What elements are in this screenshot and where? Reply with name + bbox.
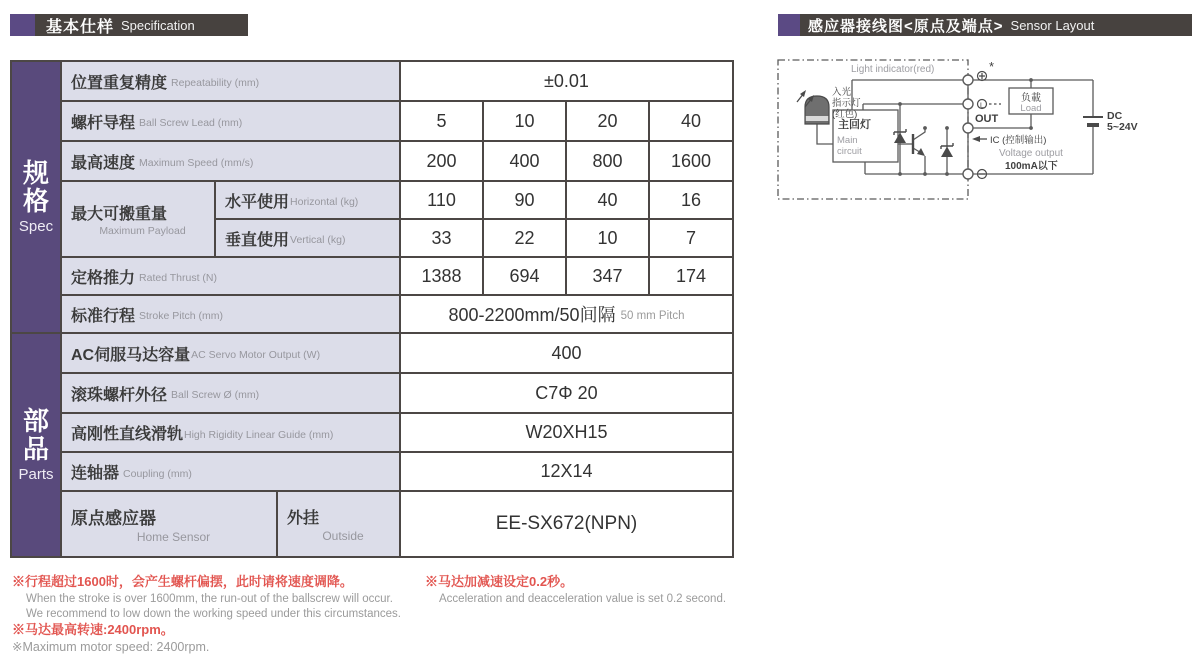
led-indicator-icon <box>797 90 829 124</box>
row-lead-value-0: 5 <box>401 102 482 140</box>
row-ballscrew-zh: 滚珠螺杆外径 <box>71 386 168 404</box>
row-thrust-value-3: 174 <box>650 258 732 294</box>
sidebar-spec-zh: 规格 <box>22 157 49 216</box>
spec-header-zh: 基本仕样 <box>46 18 115 36</box>
sidebar-spec-en: Spec <box>18 218 54 236</box>
spec-header-en: Specification <box>121 17 195 33</box>
notes-right <box>425 574 755 607</box>
spec-table <box>10 60 734 558</box>
note-motor-speed-zh: ※马达最高转速:2400rpm。 <box>12 621 174 637</box>
row-payload-vertical-zh: 垂直使用 <box>225 231 290 249</box>
transistor-icon <box>913 134 925 156</box>
terminal-star: * <box>989 59 995 74</box>
notes-left <box>12 574 417 655</box>
spec-accent-square <box>10 14 35 36</box>
row-servo-label <box>62 334 399 372</box>
voltage-output-label: Voltage output <box>999 148 1063 159</box>
led-label-1: 入光 <box>832 87 852 98</box>
row-speed-value-0: 200 <box>401 142 482 180</box>
sensor-header-bar <box>800 14 1192 36</box>
row-lead-value-3: 40 <box>650 102 732 140</box>
row-sensor-mount <box>278 492 399 556</box>
current-limit-label: 100mA以下 <box>1005 161 1058 172</box>
row-servo-en: AC Servo Motor Output (W) <box>191 349 321 361</box>
sidebar-parts-zh: 部品 <box>22 405 49 464</box>
row-sensor-zh: 原点感应器 <box>71 509 156 528</box>
row-lead-value-1: 10 <box>484 102 565 140</box>
dc-label-2: 5~24V <box>1107 121 1138 133</box>
row-repeatability-zh: 位置重复精度 <box>71 74 168 92</box>
row-lead-en: Ball Screw Lead (mm) <box>139 117 243 129</box>
led-label-2: 指示灯 <box>832 98 861 109</box>
note-motor-speed-en: ※Maximum motor speed: 2400rpm. <box>12 639 210 654</box>
ic-label: IC (控制输出) <box>990 135 1047 146</box>
row-payload-vertical-label <box>216 220 399 256</box>
row-repeatability-value: ±0.01 <box>401 62 732 100</box>
row-ballscrew-value: C7Φ 20 <box>401 374 732 412</box>
main-circuit-en-1: Main <box>837 135 858 146</box>
row-payload-horizontal-en: Horizontal (kg) <box>290 196 359 208</box>
ic-arrow-icon <box>972 136 987 142</box>
row-lead-value-2: 20 <box>567 102 648 140</box>
row-stroke-value-zh: 800-2200mm/50间隔 <box>448 305 616 325</box>
row-payload-en: Maximum Payload <box>99 225 186 237</box>
row-stroke-value <box>401 296 732 332</box>
battery-icon <box>1083 117 1103 125</box>
note-stroke-warning-en-2: We recommend to low down the working speed under this circumstances. <box>26 607 401 620</box>
note-stroke-warning-zh: ※行程超过1600时，会产生螺杆偏摆，此时请将速度调降。 <box>12 574 353 589</box>
row-payload-vertical-value-3: 7 <box>650 220 732 256</box>
row-repeatability-en: Repeatability (mm) <box>171 77 260 89</box>
row-coupling-zh: 连轴器 <box>71 465 120 482</box>
sensor-header-en: Sensor Layout <box>1010 17 1095 33</box>
row-repeatability-label <box>62 62 399 100</box>
row-thrust-value-1: 694 <box>484 258 565 294</box>
row-payload-horizontal-value-3: 16 <box>650 182 732 218</box>
row-coupling-en: Coupling (mm) <box>123 467 192 480</box>
row-sensor-label <box>62 492 276 556</box>
row-thrust-value-0: 1388 <box>401 258 482 294</box>
main-circuit-en-2: circuit <box>837 146 862 157</box>
load-en: Load <box>1020 103 1042 114</box>
terminal-out-label: OUT <box>975 113 999 125</box>
row-payload-zh: 最大可搬重量 <box>71 206 168 223</box>
light-indicator-label: Light indicator(red) <box>851 64 935 75</box>
row-sensor-mount-zh: 外挂 <box>287 510 320 527</box>
row-payload-horizontal-value-0: 110 <box>401 182 482 218</box>
row-speed-value-3: 1600 <box>650 142 732 180</box>
sensor-header-zh: 感应器接线图<原点及端点> <box>808 17 1004 35</box>
row-servo-value: 400 <box>401 334 732 372</box>
row-speed-value-1: 400 <box>484 142 565 180</box>
row-payload-vertical-en: Vertical (kg) <box>290 234 346 246</box>
note-stroke-warning-en-1: When the stroke is over 1600mm, the run-out of the ballscrew will occur. <box>26 592 393 605</box>
sensor-wiring-svg <box>775 52 1195 210</box>
row-stroke-en: Stroke Pitch (mm) <box>139 310 224 322</box>
spec-header-bar <box>35 14 248 36</box>
row-thrust-zh: 定格推力 <box>71 269 136 287</box>
sidebar-parts <box>12 334 60 556</box>
row-sensor-en: Home Sensor <box>136 530 211 544</box>
row-thrust-value-2: 347 <box>567 258 648 294</box>
row-payload-horizontal-label <box>216 182 399 218</box>
row-payload-horizontal-value-1: 90 <box>484 182 565 218</box>
row-guide-label <box>62 414 399 451</box>
row-thrust-en: Rated Thrust (N) <box>139 272 218 284</box>
row-stroke-label <box>62 296 399 332</box>
row-lead-label <box>62 102 399 140</box>
row-speed-en: Maximum Speed (mm/s) <box>139 157 254 169</box>
row-ballscrew-label <box>62 374 399 412</box>
row-coupling-value: 12X14 <box>401 453 732 490</box>
row-payload-vertical-value-0: 33 <box>401 220 482 256</box>
row-guide-value: W20XH15 <box>401 414 732 451</box>
terminal-l-letter: L <box>980 102 984 110</box>
dc-label-1: DC <box>1107 110 1123 122</box>
row-payload-label <box>62 182 214 256</box>
sidebar-parts-en: Parts <box>18 466 54 484</box>
row-stroke-value-en: 50 mm Pitch <box>620 310 685 322</box>
row-payload-vertical-value-1: 22 <box>484 220 565 256</box>
sidebar-spec <box>12 62 60 332</box>
row-lead-zh: 螺杆导程 <box>71 114 136 132</box>
row-thrust-label <box>62 258 399 294</box>
row-ballscrew-en: Ball Screw Ø (mm) <box>171 389 260 401</box>
row-speed-zh: 最高速度 <box>71 154 136 172</box>
sensor-accent-square <box>778 14 800 36</box>
row-speed-value-2: 800 <box>567 142 648 180</box>
row-payload-horizontal-zh: 水平使用 <box>225 193 290 211</box>
row-speed-label <box>62 142 399 180</box>
row-payload-vertical-value-2: 10 <box>567 220 648 256</box>
main-circuit-zh: 主回灯 <box>838 119 871 131</box>
row-coupling-label <box>62 453 399 490</box>
row-guide-en: High Rigidity Linear Guide (mm) <box>184 428 334 441</box>
row-servo-zh: AC伺服马达容量 <box>71 346 191 364</box>
led-label-3: (红色) <box>832 109 858 120</box>
note-accel-en: Acceleration and deacceleration value is set 0.2 second. <box>439 592 727 605</box>
row-sensor-mount-en: Outside <box>322 529 364 543</box>
row-stroke-zh: 标准行程 <box>71 307 136 325</box>
load-zh: 负載 <box>1021 93 1041 104</box>
row-payload-horizontal-value-2: 40 <box>567 182 648 218</box>
row-guide-zh: 高刚性直线滑轨 <box>71 426 184 443</box>
sensor-wiring-diagram <box>775 52 1195 215</box>
note-accel-zh: ※马达加减速设定0.2秒。 <box>425 574 574 589</box>
plus-terminal-icon <box>978 72 987 81</box>
row-sensor-value: EE-SX672(NPN) <box>401 492 732 556</box>
